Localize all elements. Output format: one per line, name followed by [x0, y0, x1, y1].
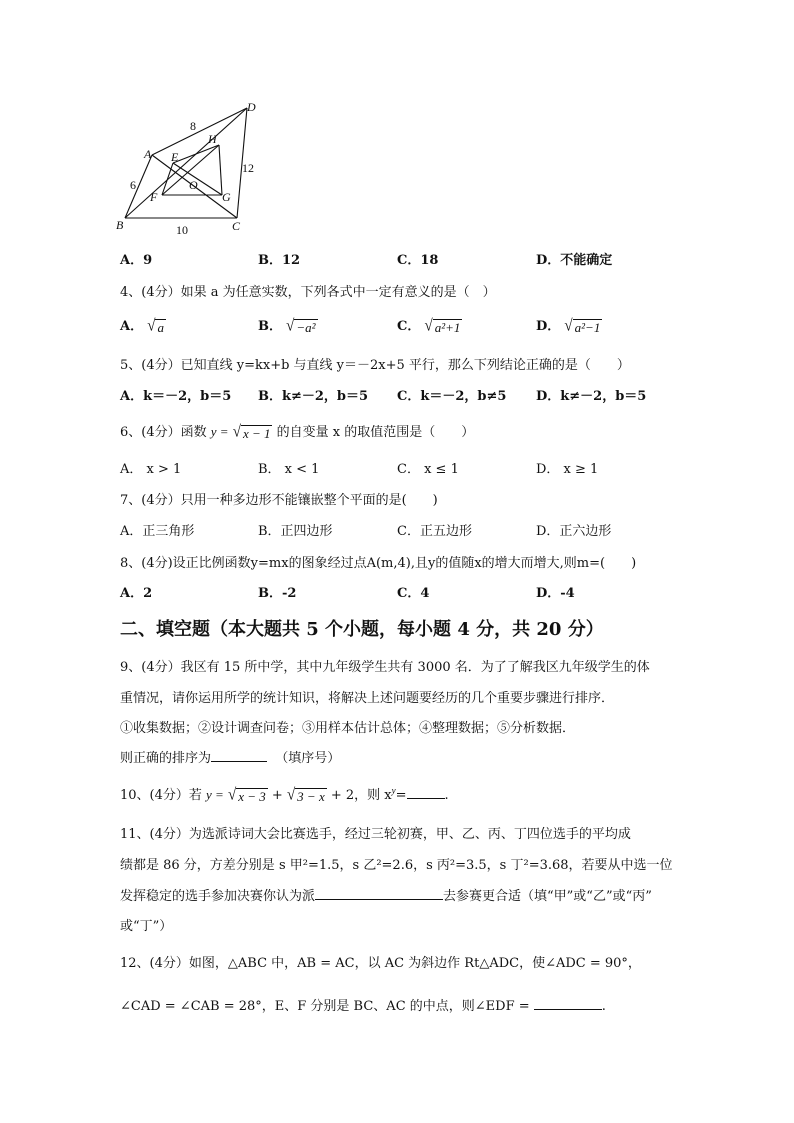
q4-option-a: A． √ a [120, 317, 164, 335]
q9-line1: 9、(4分）我区有 15 所中学，其中九年级学生共有 3000 名．为了了解我区九年级学生的体 [120, 660, 650, 675]
q5-option-c: C．k＝－2，b≠5 [397, 389, 507, 404]
q11-line3-pre: 发挥稳定的选手参加决赛你认为派 [120, 889, 316, 904]
q3-option-a: A．9 [120, 253, 153, 268]
q6-stem-pre: 6、(4分）函数 [120, 425, 207, 440]
label-a: A [144, 147, 152, 161]
label-o: O [189, 178, 198, 192]
label-f: F [150, 190, 158, 204]
q10-sup: y [391, 785, 396, 796]
q9-line4 [120, 747, 340, 766]
q12-line1: 12、(4分）如图，△ABC 中，AB = AC，以 AC 为斜边作 Rt△ADC，使∠ADC = 90°， [120, 956, 641, 971]
q6-option-c: C． x ≤ 1 [397, 462, 459, 477]
q4-option-c-expr: a²+1 [434, 320, 461, 335]
q10-plus: + [271, 788, 283, 803]
q5-stem: 5、(4分）已知直线 y=kx+b 与直线 y＝－2x+5 平行，那么下列结论正确的是（ ） [120, 358, 630, 373]
q10-stem: 10、(4分）若 y = √ x − 3 + √ 3 − x + 2，则 $x^y=$ . [120, 785, 449, 804]
q12-line2-end: . [601, 999, 606, 1014]
q6-stem-y: y = [210, 424, 229, 439]
q10-y: y = [206, 787, 224, 802]
edge-hg [219, 145, 222, 195]
label-e: E [171, 150, 179, 164]
q11-line3 [120, 885, 652, 904]
q8-option-d: D．-4 [536, 586, 575, 601]
length-bc: 10 [176, 223, 188, 237]
quadrilateral-figure [110, 95, 280, 245]
q3-option-c: C．18 [397, 253, 439, 268]
q7-option-b: B．正四边形 [258, 524, 333, 539]
q3-option-b: B．12 [258, 253, 301, 268]
q9-answer-blank[interactable] [211, 749, 267, 762]
q4-stem: 4、(4分）如果 a 为任意实数，下列各式中一定有意义的是（ ） [120, 285, 496, 300]
q8-option-c: C．4 [397, 586, 430, 601]
q6-stem: 6、(4分）函数 y = √ x − 1 的自变量 x 的取值范围是（ ） [120, 423, 475, 441]
q4-option-d: D． √ a²−1 [536, 317, 601, 335]
q11-line3-post: 去参赛更合适（填“甲”或“乙”或“丙” [443, 889, 652, 904]
q5-option-d: D．k≠－2，b＝5 [536, 389, 647, 404]
q10-answer-blank[interactable] [407, 786, 445, 799]
q11-answer-blank[interactable] [315, 887, 443, 900]
q9-line3: ①收集数据；②设计调查问卷；③用样本估计总体；④整理数据；⑤分析数据． [120, 721, 576, 736]
label-c: C [232, 219, 241, 233]
q6-stem-expr: x − 1 [242, 426, 271, 441]
q5-option-a: A．k＝－2，b＝5 [120, 389, 232, 404]
q4-option-b-key: B． [258, 319, 282, 334]
q11-line2: 绩都是 86 分，方差分别是 s 甲²=1.5，s 乙²=2.6，s 丙²=3.5，s 丁²=3.68，若要从中选一位 [120, 858, 673, 873]
q9-line2: 重情况，请你运用所学的统计知识，将解决上述问题要经历的几个重要步骤进行排序． [120, 691, 615, 706]
q7-stem: 7、(4分）只用一种多边形不能镶嵌整个平面的是( ) [120, 493, 438, 508]
q11-line4: 或“丁”） [120, 919, 173, 934]
edge-eh [173, 145, 219, 163]
q12-answer-blank[interactable] [534, 997, 602, 1010]
q3-option-d: D．不能确定 [536, 253, 613, 268]
length-cd: 12 [242, 161, 254, 175]
q4-option-d-expr: a²−1 [574, 320, 601, 335]
q12-line2 [120, 995, 606, 1014]
label-g: G [222, 190, 231, 204]
q8-option-a: A．2 [120, 586, 153, 601]
q4-option-d-key: D． [536, 319, 561, 334]
label-b: B [116, 218, 124, 232]
label-d: D [247, 100, 256, 114]
q12-line2-pre: ∠CAD = ∠CAB = 28°，E、F 分别是 BC、AC 的中点，则∠EDF = [120, 999, 530, 1014]
q9-line4-post: （填序号） [275, 751, 341, 766]
q4-option-b-expr: −a² [296, 320, 316, 335]
q8-stem: 8、(4分)设正比例函数y=mx的图象经过点A(m,4),且y的值随x的增大而增大,则m=( ) [120, 556, 637, 571]
q4-option-c: C． √ a²+1 [397, 317, 461, 335]
q10-end: . [444, 788, 449, 803]
q11-line1: 11、(4分）为选派诗词大会比赛选手，经过三轮初赛，甲、乙、丙、丁四位选手的平均成 [120, 827, 631, 842]
q10-expr2: 3 − x [297, 789, 325, 804]
q4-option-a-key: A． [120, 319, 144, 334]
q7-option-a: A．正三角形 [120, 524, 195, 539]
length-ad: 8 [190, 119, 196, 133]
length-ab: 6 [130, 178, 136, 192]
q10-eq: = [395, 788, 407, 803]
q10-pre: 10、(4分）若 [120, 788, 202, 803]
edge-ad [152, 108, 247, 155]
q4-option-b: B． √ −a² [258, 317, 316, 335]
q9-line4-pre: 则正确的排序为 [120, 751, 212, 766]
q6-option-d: D． x ≥ 1 [536, 462, 599, 477]
q4-option-a-expr: a [157, 320, 164, 335]
q6-stem-post: 的自变量 x 的取值范围是（ ） [276, 425, 475, 440]
section-title: 二、填空题（本大题共 5 个小题，每小题 4 分，共 20 分） [120, 619, 604, 640]
q8-option-b: B．-2 [258, 586, 297, 601]
q6-option-a: A． x > 1 [120, 462, 182, 477]
label-h: H [208, 132, 217, 146]
q7-option-d: D．正六边形 [536, 524, 612, 539]
q10-tail: + 2，则 x [330, 788, 392, 803]
q5-option-b: B．k≠－2，b＝5 [258, 389, 369, 404]
q6-option-b: B． x < 1 [258, 462, 320, 477]
q4-option-c-key: C． [397, 319, 421, 334]
q7-option-c: C．正五边形 [397, 524, 472, 539]
q10-expr1: x − 3 [238, 789, 266, 804]
